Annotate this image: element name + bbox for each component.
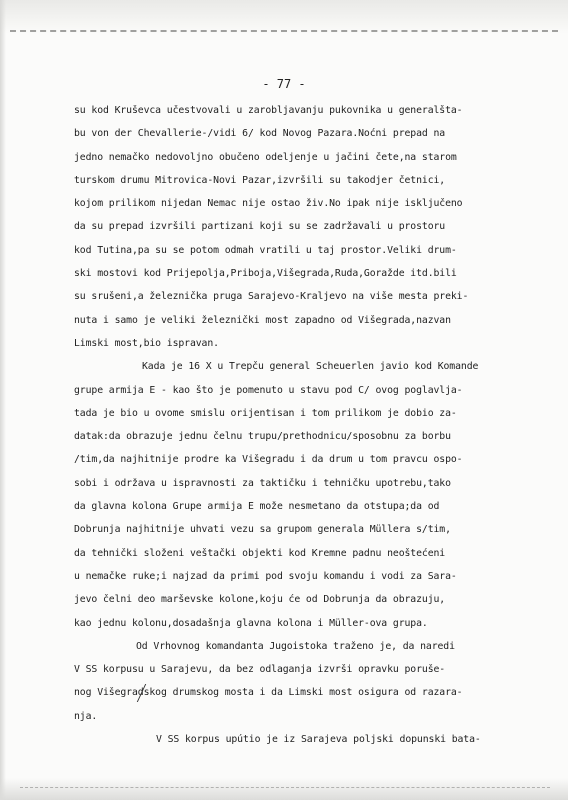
text-line: turskom drumu Mitrovica-Novi Pazar,izvršili su takodjer četnici,	[74, 174, 446, 186]
scan-bottom-shadow	[0, 778, 568, 800]
text-line: Od Vrhovnog komandanta Jugoistoka traženo je, da naredi	[136, 640, 455, 652]
body-text	[74, 99, 544, 751]
text-line: ski mostovi kod Prijepolja,Priboja,Višegrada,Ruda,Goražde itd.bili	[74, 268, 457, 280]
text-line: grupe armija E - kao što je pomenuto u stavu pod C/ ovog poglavlja-	[74, 384, 463, 396]
text-line: jevo čelni deo marševske kolone,koju će od Dobrunja da obrazuju,	[74, 594, 446, 606]
text-line: kojom prilikom nijedan Nemac nije ostao živ.No ipak nije isključeno	[74, 198, 463, 210]
text-line: su srušeni,a železnička pruga Sarajevo-Kraljevo na više mesta preki-	[74, 291, 469, 303]
text-line: /tim,da najhitnije prodre ka Višegradu i da drum u tom pravcu ospo-	[74, 454, 463, 466]
text-line: nuta i samo je veliki železnički most zapadno od Višegrada,nazvan	[74, 314, 451, 326]
text-line: su kod Kruševca učestvovali u zarobljavanju pukovnika u generalšta-	[74, 105, 463, 116]
text-line: tada je bio u ovome smislu orijentisan i tom prilikom je dobio za-	[74, 407, 457, 419]
text-line: nja.	[74, 710, 98, 722]
text-line: kod Tutina,pa su se potom odmah vratili u taj prostor.Veliki drum-	[74, 244, 457, 256]
text-line: kao jednu kolonu,dosadašnja glavna kolona i Müller-ova grupa.	[74, 617, 428, 629]
scan-top-rule	[10, 30, 558, 32]
text-line: Kada je 16 X u Trepču general Scheuerlen javio kod Komande	[142, 361, 479, 373]
text-line: u nemačke ruke;i najzad da primi pod svoju komandu i vodi za Sara-	[74, 570, 457, 582]
text-line: nog Višegradskog drumskog mosta i da Limski most osigura od razara-	[74, 687, 463, 699]
page-number: - 77 -	[262, 77, 306, 91]
scan-left-edge	[0, 0, 6, 800]
scan-bottom-rule	[20, 787, 550, 788]
text-line: da glavna kolona Grupe armija E može nesmetano da otstupa;da od	[74, 501, 440, 513]
scan-top-shadow	[0, 0, 568, 34]
text-line: V SS korpusu u Sarajevu, da bez odlaganja izvrši opravku poruše-	[74, 664, 446, 676]
text-line: datak:da obrazuje jednu čelnu trupu/prethodnicu/sposobnu za borbu	[74, 431, 451, 443]
text-line: da su prepad izvršili partizani koji su se zadržavali u prostoru	[74, 221, 446, 233]
text-line: V SS korpus upútio je iz Sarajeva poljski dopunski bata-	[156, 734, 481, 746]
text-line: Limski most,bio ispravan.	[74, 337, 219, 349]
text-line: sobi i održava u ispravnosti za taktičku i tehničku upotrebu,tako	[74, 477, 451, 489]
text-line: Dobrunja najhitnije uhvati vezu sa grupom generala Müllera s/tim,	[74, 524, 451, 536]
text-line: da tehnički složeni veštački objekti kod Kremne padnu neoštećeni	[74, 547, 446, 559]
text-line: bu von der Chevallerie-/vidi 6/ kod Novog Pazara.Noćni prepad na	[74, 128, 446, 140]
text-line: jedno nemačko nedovoljno obučeno odeljenje u jačini čete,na starom	[74, 151, 457, 163]
